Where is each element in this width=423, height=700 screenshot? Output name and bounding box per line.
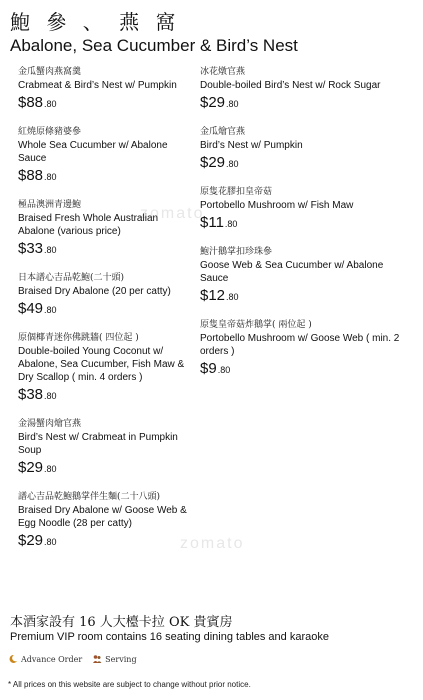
menu-item-price xyxy=(18,93,188,114)
menu-item-price xyxy=(200,93,400,114)
menu-item-name-zh: 原隻皇帝菇炸鵝掌( 兩位起 ) xyxy=(200,320,312,330)
price-dollars: $11 xyxy=(200,214,224,231)
price-dollars: $29 xyxy=(200,154,226,171)
legend-serving-label: Serving xyxy=(105,654,137,664)
menu-item-price xyxy=(200,153,400,174)
menu-item xyxy=(18,332,188,406)
legend-serving xyxy=(92,654,136,664)
vip-room-en: Premium VIP room contains 16 seating dining tables and karaoke xyxy=(10,631,329,643)
legend-advance-label: Advance Order xyxy=(21,654,83,664)
price-cents: .80 xyxy=(224,219,238,229)
menu-item xyxy=(200,66,400,114)
vip-room-zh: 本酒家設有 16 人大檯卡拉 OK 貴賓房 xyxy=(10,615,233,630)
menu-item-price xyxy=(200,286,400,307)
menu-item-name-en: Whole Sea Cucumber w/ Abalone Sauce xyxy=(18,140,168,164)
menu-item-name-zh: 金湯蟹肉燴官燕 xyxy=(18,419,82,429)
price-disclaimer: * All prices on this website are subject to change without prior notice. xyxy=(8,680,251,689)
menu-item-name-zh: 原隻花膠扣皇帝菇 xyxy=(200,187,273,197)
menu-item xyxy=(18,66,188,114)
menu-item-name-en: Crabmeat & Bird’s Nest w/ Pumpkin xyxy=(18,80,177,91)
menu-item-name-en: Goose Web & Sea Cucumber w/ Abalone Sauce xyxy=(200,260,384,284)
watermark: zomato xyxy=(180,535,245,552)
menu-item-name-en: Braised Dry Abalone (20 per catty) xyxy=(18,286,171,297)
menu-item-name-zh: 原個椰青迷你佛跳牆( 四位起 ) xyxy=(18,333,139,343)
price-cents: .80 xyxy=(44,172,57,182)
price-cents: .80 xyxy=(44,464,57,474)
section-title-en: Abalone, Sea Cucumber & Bird’s Nest xyxy=(10,36,298,55)
price-cents: .80 xyxy=(226,292,239,302)
section-title-zh: 鮑 參 、 燕 窩 xyxy=(10,10,181,34)
menu-item xyxy=(18,272,188,320)
menu-item-name-zh: 譜心吉品乾鮑鵝掌伴生麵(二十八頭) xyxy=(18,492,161,502)
people-icon xyxy=(92,654,102,664)
menu-item-name-en: Portobello Mushroom w/ Fish Maw xyxy=(200,200,354,211)
menu-item-price xyxy=(18,166,188,187)
menu-item xyxy=(18,491,188,552)
menu-item-price xyxy=(200,359,400,380)
menu-item-name-zh: 日本譜心吉品乾鮑(二十頭) xyxy=(18,273,125,283)
price-dollars: $29 xyxy=(18,459,44,476)
menu-item-name-en: Double-boiled Bird’s Nest w/ Rock Sugar xyxy=(200,80,381,91)
price-cents: .80 xyxy=(44,99,57,109)
menu-item-name-zh: 冰花燉官燕 xyxy=(200,67,246,77)
menu-item-name-en: Bird’s Nest w/ Crabmeat in Pumpkin Soup xyxy=(18,432,178,456)
price-dollars: $29 xyxy=(200,94,226,111)
price-dollars: $33 xyxy=(18,240,44,257)
price-dollars: $9 xyxy=(200,360,217,377)
price-dollars: $12 xyxy=(200,287,226,304)
menu-item xyxy=(200,246,400,307)
menu-item-name-en: Portobello Mushroom w/ Goose Web ( min. 2 orders ) xyxy=(200,333,400,357)
moon-icon xyxy=(8,654,18,664)
menu-item xyxy=(200,186,400,234)
price-dollars: $29 xyxy=(18,532,44,549)
price-cents: .80 xyxy=(44,391,57,401)
menu-item xyxy=(200,126,400,174)
menu-item xyxy=(200,319,400,380)
menu-item-name-en: Bird’s Nest w/ Pumpkin xyxy=(200,140,303,151)
menu-item-price xyxy=(18,385,188,406)
menu-item-price xyxy=(18,299,188,320)
menu-item-name-en: Braised Dry Abalone w/ Goose Web & Egg Noodle (28 per catty) xyxy=(18,505,187,529)
price-cents: .80 xyxy=(44,537,57,547)
price-cents: .80 xyxy=(226,159,239,169)
menu-item-name-zh: 金瓜燴官燕 xyxy=(200,127,246,137)
price-cents: .80 xyxy=(44,245,57,255)
price-dollars: $88 xyxy=(18,167,44,184)
price-cents: .80 xyxy=(226,99,239,109)
price-dollars: $38 xyxy=(18,386,44,403)
menu-item-name-en: Braised Fresh Whole Australian Abalone (various price) xyxy=(18,213,159,237)
price-dollars: $88 xyxy=(18,94,44,111)
menu-item-price xyxy=(18,239,188,260)
price-cents: .80 xyxy=(217,365,231,375)
menu-item-name-en: Double-boiled Young Coconut w/ Abalone, Sea Cucumber, Fish Maw & Dry Scallop ( min. 4 orders ) xyxy=(18,346,185,383)
menu-item-name-zh: 金瓜蟹肉燕窩羹 xyxy=(18,67,82,77)
price-cents: .80 xyxy=(44,305,57,315)
menu-item-price xyxy=(200,213,400,234)
menu-item-price xyxy=(18,531,188,552)
menu-item-name-zh: 鮑汁鵝掌扣珍珠參 xyxy=(200,247,273,257)
menu-item xyxy=(18,418,188,479)
menu-item xyxy=(18,199,188,260)
menu-column-left xyxy=(18,66,188,564)
legend xyxy=(8,654,137,664)
menu-item xyxy=(18,126,188,187)
watermark: zomato xyxy=(140,205,205,222)
price-dollars: $49 xyxy=(18,300,44,317)
menu-item-name-zh: 紅燒原條豬婆參 xyxy=(18,127,82,137)
menu-item-price xyxy=(18,458,188,479)
legend-advance-order xyxy=(8,654,82,664)
menu-item-name-zh: 極品澳洲青邊鮑 xyxy=(18,200,82,210)
menu-column-right xyxy=(200,66,400,392)
